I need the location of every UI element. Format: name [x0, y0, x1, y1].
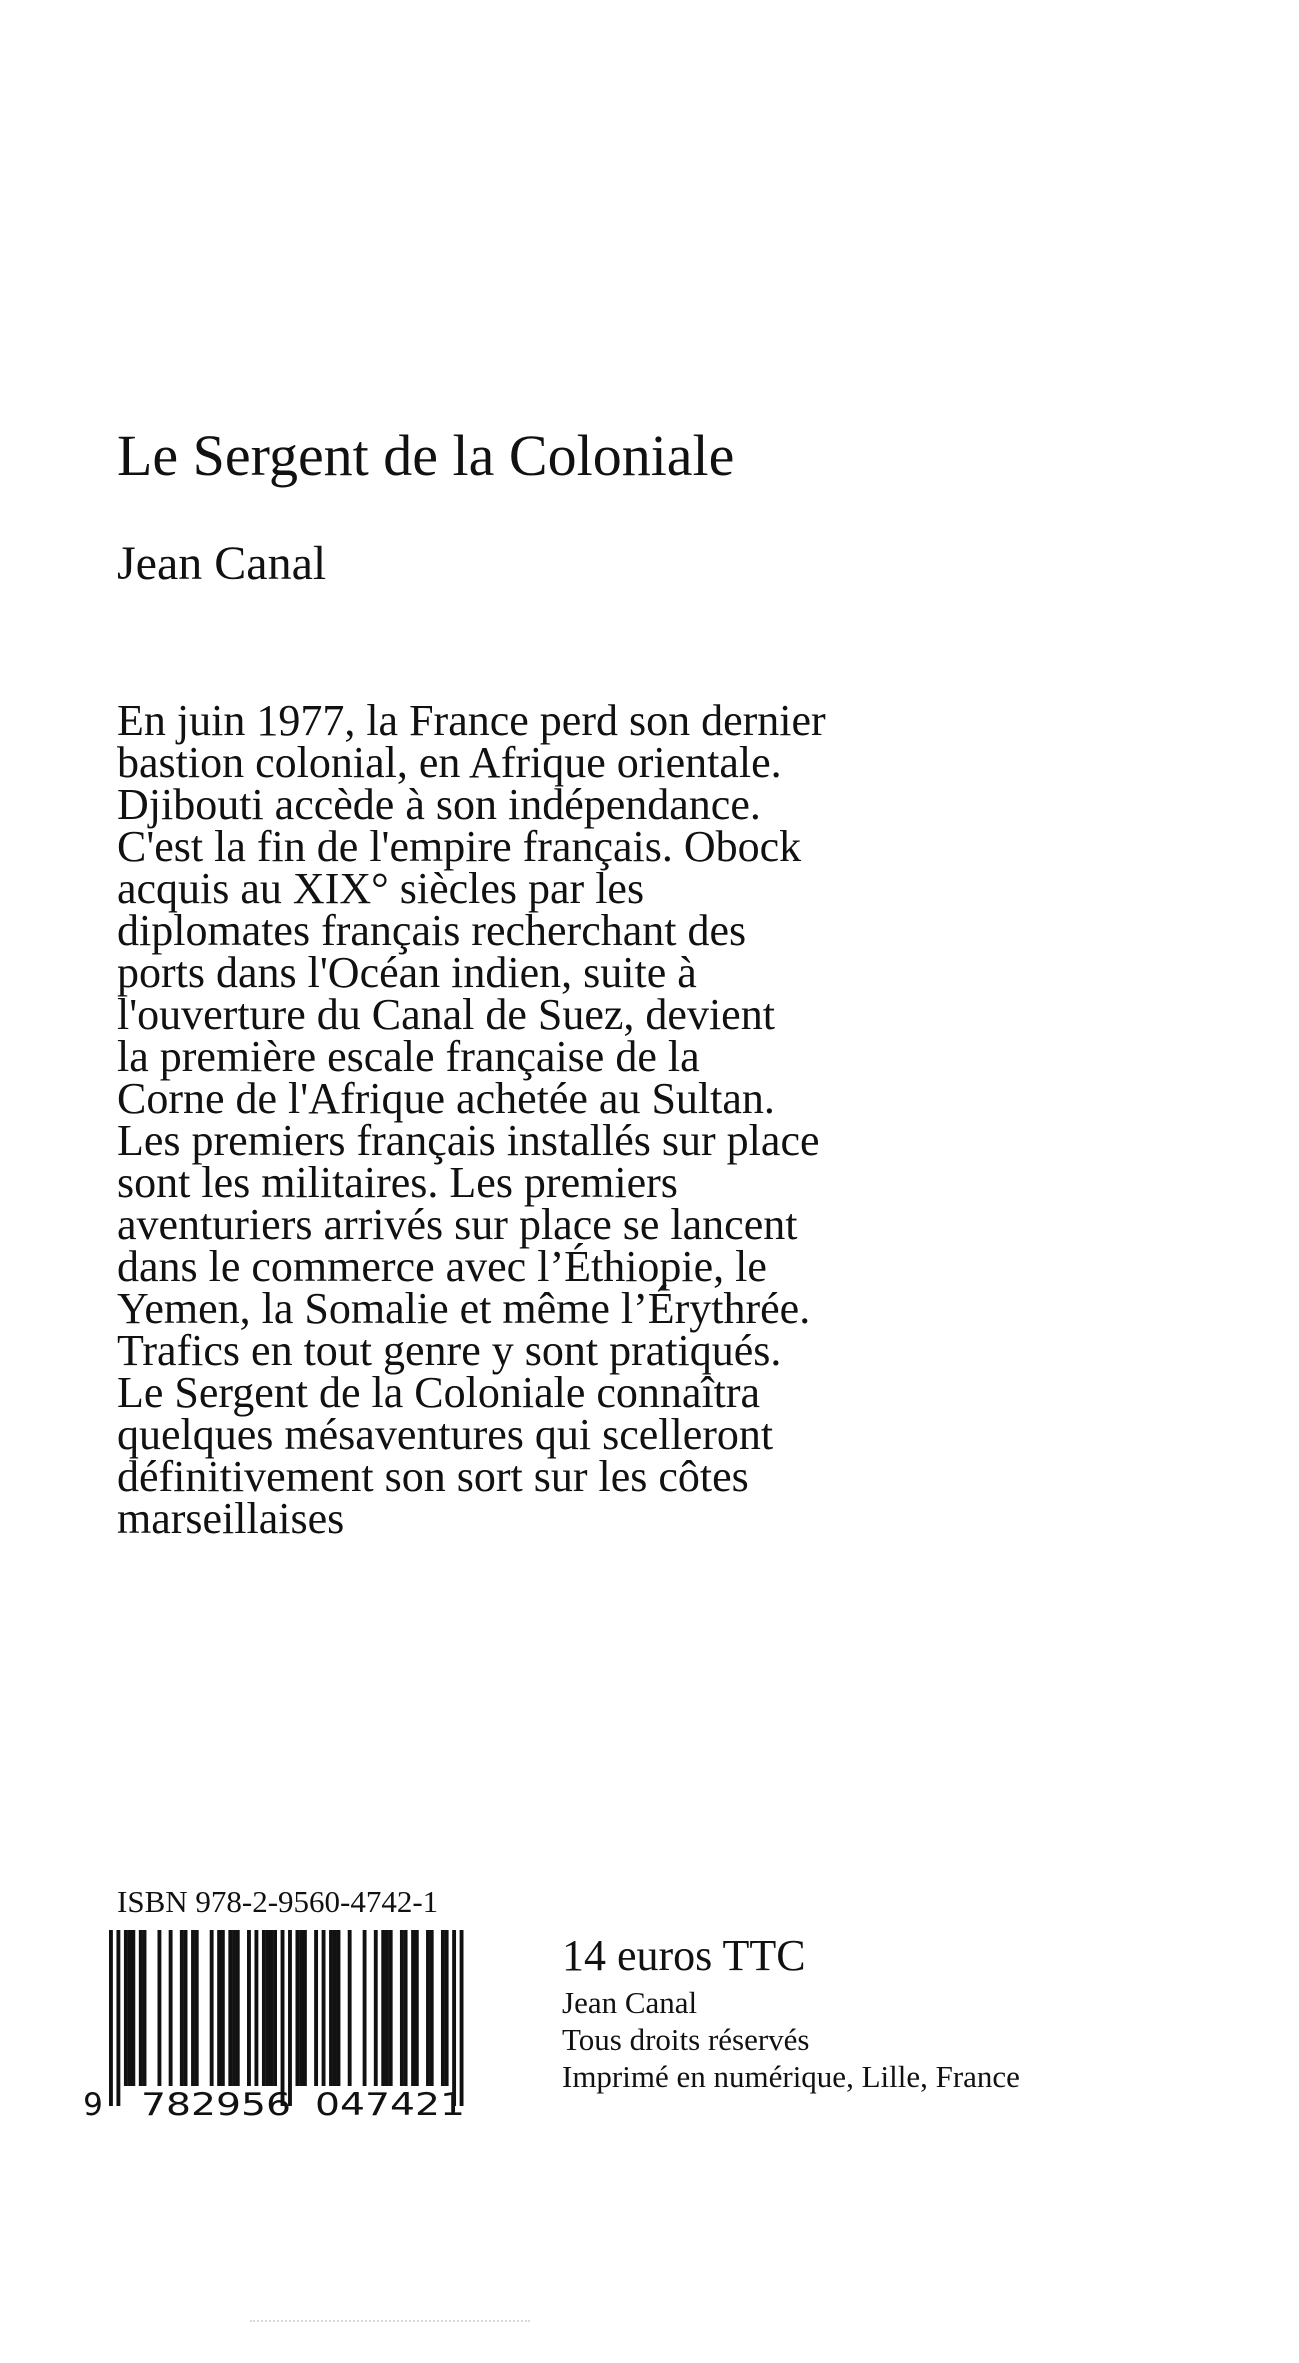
- imprint-block: [562, 1928, 1020, 2095]
- barcode-bar: [411, 1930, 415, 2086]
- summary-line: acquis au XIX° siècles par les: [117, 864, 645, 913]
- barcode-bar: [195, 1930, 199, 2086]
- barcode-bars: [109, 1930, 464, 2106]
- barcode-bar: [337, 1930, 341, 2086]
- barcode-bar: [124, 1930, 128, 2086]
- summary-line: Yemen, la Somalie et même l’Érythrée.: [117, 1284, 811, 1333]
- barcode-guard-bar: [460, 1930, 464, 2106]
- barcode-bar: [180, 1930, 184, 2086]
- isbn-label: ISBN 978-2-9560-4742-1: [117, 1884, 439, 1919]
- summary-line: ports dans l'Océan indien, suite à: [117, 948, 697, 997]
- barcode-bar: [210, 1930, 214, 2086]
- summary-line: diplomates français recherchant des: [117, 906, 747, 955]
- barcode-bar: [217, 1930, 221, 2086]
- summary-line: C'est la fin de l'empire français. Obock: [117, 822, 802, 871]
- barcode-first-digit: 9: [83, 2087, 103, 2123]
- barcode-bar: [169, 1930, 173, 2086]
- barcode-bar: [415, 1930, 419, 2086]
- barcode-bar: [184, 1930, 188, 2086]
- barcode-bar: [430, 1930, 434, 2086]
- barcode-guard-bar: [109, 1930, 113, 2106]
- barcode-bar: [385, 1930, 389, 2086]
- summary-line: l'ouverture du Canal de Suez, devient: [117, 990, 775, 1039]
- ean13-barcode: [82, 1928, 502, 2126]
- barcode-bar: [236, 1930, 240, 2086]
- summary-line: la première escale française de la: [117, 1032, 700, 1081]
- summary-line: définitivement son sort sur les côtes: [117, 1452, 749, 1501]
- barcode-bar: [381, 1930, 385, 2086]
- barcode-bar: [426, 1930, 430, 2086]
- barcode-bar: [314, 1930, 318, 2086]
- summary-line: En juin 1977, la France perd son dernier: [117, 696, 826, 745]
- barcode-bar: [329, 1930, 333, 2086]
- barcode-guard-bar: [281, 1930, 285, 2106]
- barcode-bar: [131, 1930, 135, 2086]
- summary-line: dans le commerce avec l’Éthiopie, le: [117, 1242, 767, 1291]
- summary-line: Djibouti accède à son indépendance.: [117, 780, 761, 829]
- back-cover-summary: [117, 696, 1017, 1543]
- barcode-bar: [348, 1930, 352, 2086]
- barcode-guard-bar: [452, 1930, 456, 2106]
- publisher-name: Jean Canal: [562, 1985, 698, 2020]
- barcode-guard-bar: [116, 1930, 120, 2106]
- barcode-bar: [247, 1930, 251, 2086]
- barcode-bar: [221, 1930, 225, 2086]
- summary-line: Corne de l'Afrique achetée au Sultan.: [117, 1074, 775, 1123]
- barcode-bar: [254, 1930, 258, 2086]
- price-label: 14 euros TTC: [562, 1931, 806, 1980]
- summary-line: aventuriers arrivés sur place se lancent: [117, 1200, 798, 1249]
- barcode-bar: [191, 1930, 195, 2086]
- summary-line: Le Sergent de la Coloniale connaîtra: [117, 1368, 761, 1417]
- barcode-bar: [273, 1930, 277, 2086]
- barcode-left-digits: 782956: [141, 2087, 291, 2123]
- barcode-bar: [389, 1930, 393, 2086]
- faint-dotted-line: [250, 2320, 530, 2322]
- summary-line: marseillaises: [117, 1494, 345, 1543]
- summary-line: bastion colonial, en Afrique orientale.: [117, 738, 782, 787]
- book-author: Jean Canal: [117, 537, 327, 590]
- barcode-bar: [400, 1930, 404, 2086]
- barcode-bar: [404, 1930, 408, 2086]
- barcode-bar: [143, 1930, 147, 2086]
- summary-line: quelques mésaventures qui scelleront: [117, 1410, 774, 1459]
- summary-line: Les premiers français installés sur place: [117, 1116, 820, 1165]
- barcode-guard-bar: [288, 1930, 292, 2106]
- barcode-bar: [374, 1930, 378, 2086]
- barcode-bar: [266, 1930, 270, 2086]
- barcode-bar: [157, 1930, 161, 2086]
- barcode-bar: [228, 1930, 232, 2086]
- barcode-bar: [128, 1930, 132, 2086]
- barcode-bar: [441, 1930, 445, 2086]
- barcode-bar: [333, 1930, 337, 2086]
- book-title: Le Sergent de la Coloniale: [117, 423, 735, 488]
- barcode-bar: [262, 1930, 266, 2086]
- rights-notice: Tous droits réservés: [562, 2022, 810, 2057]
- barcode-bar: [445, 1930, 449, 2086]
- barcode-bar: [232, 1930, 236, 2086]
- barcode-bar: [139, 1930, 143, 2086]
- barcode-bar: [303, 1930, 307, 2086]
- summary-line: sont les militaires. Les premiers: [117, 1158, 678, 1207]
- barcode-bar: [363, 1930, 367, 2086]
- barcode-bar: [296, 1930, 300, 2086]
- barcode-right-digits: 047421: [315, 2087, 465, 2123]
- printing-info: Imprimé en numérique, Lille, France: [562, 2059, 1020, 2094]
- barcode-bar: [299, 1930, 303, 2086]
- barcode-graphic: [82, 1928, 502, 2126]
- summary-line: Trafics en tout genre y sont pratiqués.: [117, 1326, 782, 1375]
- barcode-bar: [322, 1930, 326, 2086]
- barcode-bar: [269, 1930, 273, 2086]
